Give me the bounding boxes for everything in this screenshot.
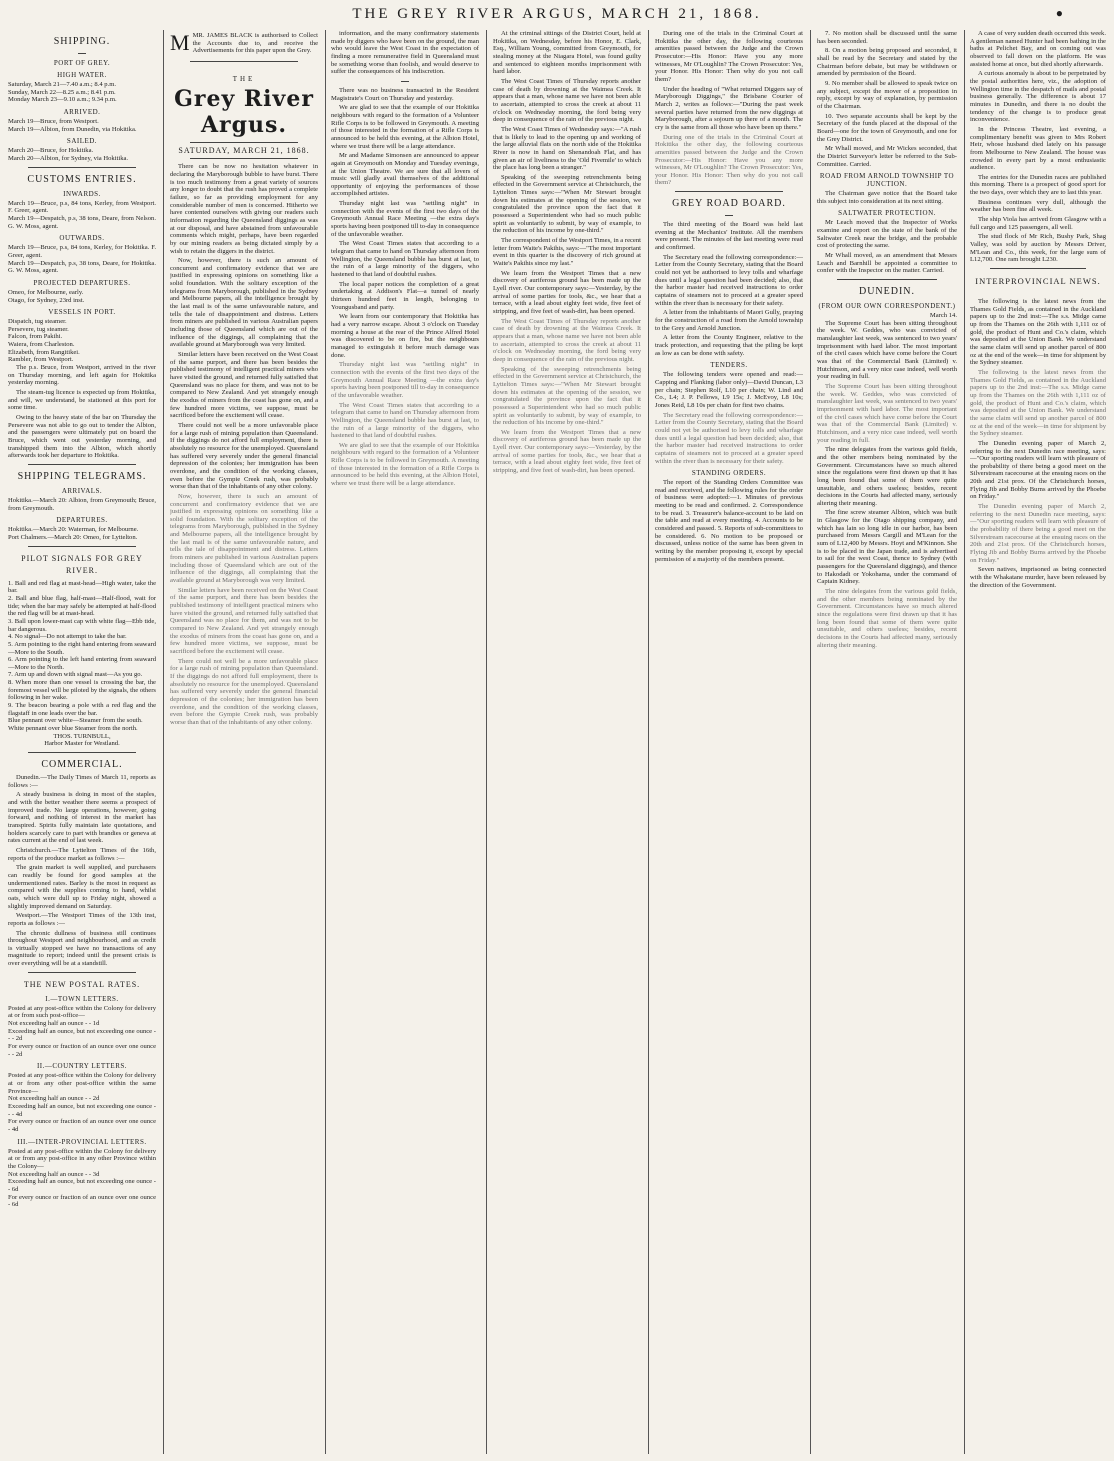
postal-section: II.—COUNTRY LETTERS. — [36, 1062, 128, 1071]
masthead-title: THE GREY RIVER ARGUS, MARCH 21, 1868. — [352, 6, 762, 22]
pilot-signature-title: Harbor Master for Westland. — [44, 740, 120, 748]
pilot-signal: 2. Ball and blue flag, half-mast—Half-flood, wait for tide; when the bar may safely be attempted at half-flood the red flag will be at mast-head. — [8, 594, 156, 618]
rule-paragraph: Mr Leach moved that the Inspector of Works examine and report on the state of the bank of the Saltwater Creek near the bridge, and the probable cost of protecting the same. — [817, 219, 957, 250]
news-paragraph: The local paper notices the completion of a great undertaking at Addison's Flat—a tunnel of nearly thirteen hundred feet in length, belonging to Youngusband and party. — [331, 280, 479, 311]
arrived-label: ARRIVED. — [63, 107, 101, 116]
pilot-signal: 3. Ball upon lower-mast cap with white flag—Ebb tide, bar dangerous. — [8, 617, 156, 633]
column-6 — [817, 30, 957, 1454]
dunedin-paragraph: In the Princess Theatre, last evening, a complimentary benefit was given to Mrs Robert Heir, whose husband died lately on his passage from Melbourne to New Zealand. The house was crowded in every part by a most enthusiastic audience. — [970, 125, 1106, 172]
rule-paragraph: The Chairman gave notice that the Board take this subject into consideration at its next sitting. — [817, 190, 957, 205]
postal-rate: For every ounce or fraction of an ounce over one ounce - 6d — [8, 1193, 156, 1209]
telegrams-heading: SHIPPING TELEGRAMS. — [17, 470, 147, 482]
sailed-line: March 20—Bruce, for Hokitika. — [8, 147, 94, 155]
news-paragraph: During one of the trials in the Criminal Court at Hokitika the other day, the following courteous amenities passed between the Judge and the Crown Prosecutor:—His Honor: Have you any more witnesses, Mr O'Loughlin? The Crown Prosecutor: Yes, your Honor. His Honor: Then why do you not call them? — [655, 30, 803, 83]
column-3 — [331, 30, 479, 1454]
high-water-line: Sunday, March 22—8.25 a.m.; 8.41 p.m. — [8, 88, 116, 96]
masthead-the: THE — [232, 74, 256, 83]
column-rule — [648, 30, 649, 1454]
paper-name: Grey River Argus. — [174, 85, 314, 138]
inwards-line: March 19—Bruce, p.s, 84 tons, Kerley, from Westport. F. Greer, agent. — [8, 199, 156, 215]
column-5 — [655, 30, 803, 1454]
column-rule — [486, 30, 487, 1454]
road-board-continuation: The Secretary read the following correspondence:—Letter from the County Secretary, stating that the Board could not yet be authorised to levy tolls and wharfage dues until a legal question had been decided; also, that the harbor master had received instructions to order captains of steamers not to proceed at a greater speed within the river than is necessary for their safety. — [655, 411, 803, 465]
road-board-paragraph: A letter from the County Engineer, relative to the track protection, and requesting that the piling be kept as low as can be done with safety. — [655, 334, 803, 357]
column-rule — [810, 30, 811, 1454]
column-7 — [970, 30, 1106, 1454]
column-rule — [163, 30, 164, 1454]
column-2 — [170, 30, 318, 1454]
news-paragraph: We are glad to see that the example of our Hokitika neighbours with regard to the formation of a Volunteer Rifle Corps is to be followed in Greymouth. A meeting of those interested in the formation of a Rifle Corps is announced to be held this evening, at the Albion Hotel, where we trust there will be a large attendance. — [331, 104, 479, 150]
news-continuation: Speaking of the sweeping retrenchments being effected in the Government service at Christchurch, the Lyttelton Times says:—"When Mr Stewart brought down his estimates at the opening of the session, we congratulated the province upon the fact that it possessed a Superintendent who had so much public spirit as voluntarily to submit, by way of example, to the reduction of his income by one-third." — [493, 365, 641, 427]
masthead — [0, 6, 1114, 28]
postal-rate: Not exceeding half an ounce - - 2d — [8, 1095, 100, 1103]
dunedin-paragraph: The entries for the Dunedin races are published this morning. There is a prospect of good sport for the two days, over which they are to last this year. — [970, 173, 1106, 197]
newspaper-columns — [8, 30, 1106, 1454]
dunedin-paragraph: The fine screw steamer Albion, which was built in Glasgow for the Otago shipping company, and which has lain so long idle in our harbor, has been purchased from Messrs Cargill and M'Lean for the sum of L12,400 by Messrs. Hoyt and M'Kinnon. She is to be placed in the Japan trade, and is advertised to sail for the west Coast, thence to Sydney (with passengers for the Queensland diggings), and thence to Hakodadi or Yokohama, under the command of Captain Kidney. — [817, 509, 957, 586]
departures-label: PROJECTED DEPARTURES. — [33, 278, 131, 287]
telegram-departures-label: DEPARTURES. — [56, 516, 108, 525]
customs-paragraph: The steam-tug licence is expected up from Hokitika, and will, we understand, be stationed at this port for some time. — [8, 389, 156, 412]
dunedin-paragraph: A curious anomaly is about to be perpetrated by the postal authorities here, viz., the adoption of Wellington time in the despatch of mails and postal business generally. The difference is about 17 minutes in Dunedin, and there is no doubt the tendency of the change is to produce great inconvenience. — [970, 70, 1106, 124]
vessel-line: Elizabeth, from Rangitikei. — [8, 348, 80, 356]
news-paragraph: The correspondent of the Westport Times, in a recent letter from Waite's Pakihis, says:—"The most important event in this quarter is the discovery of rich ground at Waite's Pakihis since my last." — [493, 237, 641, 268]
pilot-footer: Blue pennant over white—Steamer from the south. — [8, 717, 143, 725]
dunedin-paragraph: Business continues very dull, although the weather has been fine all week. — [970, 198, 1106, 214]
news-paragraph: Thursday night last was "settling night" in connection with the events of the first two days of the Greymouth Annual Race Meeting —the extra day's sports having been postponed till to-day in consequence of the unfavorable weather. — [331, 200, 479, 238]
dunedin-heading: DUNEDIN. — [858, 286, 916, 298]
rule-paragraph: 7. No motion shall be discussed until the same has been seconded. — [817, 30, 957, 45]
postal-text: Posted at any post-office within the Colony for delivery at or from any other post-office within the same Province— — [8, 1072, 156, 1095]
postal-section: III.—INTER-PROVINCIAL LETTERS. — [17, 1137, 147, 1146]
news-paragraph: Under the heading of "What returned Diggers say of Maryborough Diggings," the Brisbane Courier of March 2, writes as follows:—"During the past week several parties have returned from the new diggings at Maryborough, after a sojourn up there of a month. The cry is the same from all those who have been up there." — [655, 85, 803, 131]
shipping-heading: SHIPPING. — [53, 36, 111, 47]
outwards-line: March 19—Bruce, p.s, 84 tons, Kerley, for Hokitika. F. Greer, agent. — [8, 244, 156, 259]
postal-rate: Exceeding half an ounce, but not exceeding one ounce - - 6d — [8, 1178, 156, 1193]
news-paragraph: The West Coast Times of Wednesday says:—"A rush that is likely to lead to the opening up and working of the large alluvial flats on the north side of the Hokitika River is now in hand on Shenandoah Flat, and has given an air of liveliness to the 'Old Fivemile' to which the place has long been a stranger." — [493, 125, 641, 172]
news-continuation: We are glad to see that the example of our Hokitika neighbours with regard to the formation of a Volunteer Rifle Corps is to be followed in Greymouth. A meeting of those interested in the formation of a Rifle Corps is announced to be held this evening, at the Albion Hotel, where we trust there will be a large attendance. — [331, 441, 479, 488]
road-board-paragraph: A letter from the inhabitants of Maori Gully, praying for the construction of a road from the Arnold township to the Grey and Arnold Junction. — [655, 309, 803, 332]
tenders-label: TENDERS. — [710, 361, 748, 370]
customs-paragraph: The p.s. Bruce, from Westport, arrived in the river on Thursday morning, and left again for Hokitika yesterday morning. — [8, 364, 156, 387]
news-paragraph: information, and the many confirmatory statements made by diggers who have been on the ground, the man who would leave the West Coast in the expectation of finding a more remunerative field in Queensland must be something worse than foolish, and would deserve to suffer the consequences of his indiscretion. — [331, 30, 479, 76]
leader-continuation: Now, however, there is such an amount of concurrent and confirmatory evidence that we are justified in expressing opinions on something like a solid foundation. With the solitary exception of the telegrams from Maryborough, published in the Sydney and Melbourne papers, all the intelligence brought by the last mail is of the same unfavourable nature, and tells the tale of disappointment and distress. Letters from miners are published in various Australian papers including those of Queensland which are out of the influence of the diggings, all complaining that the available ground at Maryborough was very limited. — [170, 492, 318, 585]
vessel-line: Falcon, from Pakihi. — [8, 333, 63, 341]
telegram-line: Hokitika.—March 20: Waterman, for Melbourne. — [8, 526, 139, 534]
news-continuation: The West Coast Times states that according to a telegram that came to hand on Thursday afternoon from Wellington, the Queensland bubble has burst at last, to the ruin of a large minority of the diggers, who hastened to that land of doubtful rushes. — [331, 401, 479, 440]
leader-paragraph: Now, however, there is such an amount of concurrent and confirmatory evidence that we are justified in expressing opinions on something like a solid foundation. With the solitary exception of the telegrams from Maryborough, published in the Sydney and Melbourne papers, all the intelligence brought by the last mail is of the same unfavourable nature, and tells the tale of disappointment and distress. Letters from miners are published in various Australian papers including those of Queensland which are out of the influence of the diggings, all complaining that the available ground at Maryborough was very limited. — [170, 257, 318, 349]
pilot-signal: 9. The beacon bearing a pole with a red flag and the flagstaff in one leads over the bar. — [8, 702, 156, 717]
pilot-signal: 8. When more than one vessel is crossing the bar, the foremost vessel will be piloted by the signals, the others following in her wake. — [8, 679, 156, 702]
news-continuation: Thursday night last was "settling night" in connection with the events of the first two days of the Greymouth Annual Race Meeting —the extra day's sports having been postponed till to-day in consequence of the unfavorable weather. — [331, 361, 479, 399]
commercial-paragraph: Christchurch.—The Lyttelton Times of the 16th, reports of the produce market as follows :— — [8, 846, 156, 862]
high-water-line: Monday March 23—9.10 a.m.; 9.34 p.m. — [8, 96, 117, 104]
agent-notice — [170, 30, 318, 57]
dunedin-continuation: The nine delegates from the various gold fields, and the other members being nominated by the Government. Circumstances have so much altered since the regulations were first drawn up that it has long been found that some of them were quite unsuitable, and others useless; besides, recent decisions in the Courts had affected many, seriously altering their meaning. — [817, 588, 957, 649]
commercial-paragraph: The chronic dullness of business still continues throughout Westport and neighbourhood, and as credit is virtually stopped we have no transactions of any magnitude to report; indeed until the present crisis is over everything will be at a standstill. — [8, 929, 156, 968]
telegram-arrivals-label: ARRIVALS. — [61, 486, 103, 495]
postal-text: Posted at any post-office within the Colony for delivery at or from any post-office in any other Province within the Colony— — [8, 1147, 156, 1170]
departures-line: Omeo, for Melbourne, early. — [8, 288, 84, 296]
commercial-paragraph: Westport.—The Westport Times of the 13th inst, reports as follows :— — [8, 912, 156, 927]
commercial-paragraph: Dunedin.—The Daily Times of March 11, reports as follows :— — [8, 774, 156, 789]
postal-rate: Not exceeding half an ounce - - 1d — [8, 1020, 100, 1028]
column-1 — [8, 30, 156, 1454]
news-paragraph: We learn from the Westport Times that a new discovery of auriferous ground has been made up the Lyell river. Our contemporary says:—Yesterday, by the arrival of some parties for tools, &c., we hear that a terrace, with a lead about eighty feet wide, five feet of stripping, and five feet of wash-dirt, has been opened. — [493, 269, 641, 315]
departures-line: Otago, for Sydney, 23rd inst. — [8, 296, 85, 304]
news-paragraph: Speaking of the sweeping retrenchments being effected in the Government service at Christchurch, the Lyttelton Times says:—"When Mr Stewart brought down his estimates at the opening of the session, we congratulated the province upon the fact that it possessed a Superintendent who had so much public spirit as voluntarily to submit, by way of example, to the reduction of his income by one-third." — [493, 173, 641, 235]
high-water-line: Saturday, March 21—7.40 a.m.; 8.4 p.m. — [8, 81, 116, 88]
column-4 — [493, 30, 641, 1454]
interprovincial-continuation: The Dunedin evening paper of March 2, referring to the next Dunedin race meeting, says:—"Our sporting readers will learn with pleasure of the probability of there being a good meet on the Silverstream racecourse at the ensuing races on the 20th and 21st prox. Of the Christchurch horses, Flying Jib and Bobby Burns arrived by the Phoebe on Friday." — [970, 503, 1106, 564]
dateline: SATURDAY, MARCH 21, 1868. — [178, 145, 310, 155]
news-paragraph: Mr and Madame Simonsen are announced to appear again at Greymouth on Monday and Tuesday evenings, at the Union Theatre. We are sure that all lovers of music will gladly avail themselves of the additional opportunity of enjoying the performances of those accomplished artistes. — [331, 152, 479, 198]
interprovincial-paragraph: The Dunedin evening paper of March 2, referring to the next Dunedin race meeting, says:—"Our sporting readers will learn with pleasure of the probability of there being a good meet on the Silverstream racecourse at the ensuing races on the 20th and 21st prox. Of the Christchurch horses, Flying Jib and Bobby Burns arrived by the Phoebe on Friday." — [970, 439, 1106, 501]
pilot-signal: 5. Arm pointing to the right hand entering from seaward—More to the South. — [8, 640, 156, 656]
dunedin-paragraph: The Supreme Court has been sitting throughout the week. W. Geddes, who was convicted of manslaughter last week, was sentenced to two years' imprisonment with hard labor. The most important of the civil cases which have come before the Court was that of the Commercial Bank (Limited) v. Hutchinson, and a very nice case indeed, well worth your reading in full. — [817, 319, 957, 381]
outwards-label: OUTWARDS. — [59, 234, 105, 243]
vessels-label: VESSELS IN PORT. — [48, 308, 116, 317]
telegram-line: Port Chalmers.—March 20: Omeo, for Lyttelton. — [8, 533, 138, 541]
interprovincial-continuation: The following is the latest news from the Thames Gold Fields, as contained in the Auckland papers up to the 2nd inst:—The s.s. Midge came up from the Thames on the 26th with 1,111 oz of gold, the product of Hunt and Co.'s claim, which was deposited at the Union Bank. We understand the same claim will send up another parcel of 800 oz at the end of the week—in time for shipment by the Sydney steamer. — [970, 368, 1106, 438]
news-paragraph: We learn from our contemporary that Hokitika has had a very narrow escape. About 3 o'clock on Tuesday morning a house at the rear of the Prince Alfred Hotel was discovered to be on fire, but the neighbours managed to extinguish it before much damage was done. — [331, 313, 479, 359]
postal-section: I.—TOWN LETTERS. — [45, 994, 119, 1003]
news-paragraph: At the criminal sittings of the District Court, held at Hokitika, on Wednesday, before his Honor, E. Clark, Esq., William Young, committed from Greymouth, for stealing money at the Niagara Hotel, was found guilty and sentenced to eighteen months imprisonment with hard labor. — [493, 30, 641, 76]
inwards-label: INWARDS. — [63, 189, 101, 198]
news-continuation: The West Coast Times of Thursday reports another case of death by drowning at the Waimea Creek. It appears that a man, whose name we have not been able to ascertain, attempted to cross the creek at about 11 o'clock on Wednesday morning, the ford being very deep in consequence of the rain of the previous night. — [493, 317, 641, 363]
sailed-label: SAILED. — [66, 137, 98, 146]
arrived-line: March 19—Bruce, from Westport. — [8, 117, 99, 125]
postal-rate: Not exceeding half an ounce - - 3d — [8, 1170, 100, 1178]
commercial-heading: COMMERCIAL. — [41, 759, 123, 771]
saltwater-label: SALTWATER PROTECTION. — [838, 209, 936, 218]
standing-orders-label: STANDING ORDERS. — [691, 469, 767, 478]
telegram-line: Hokitika.—March 20: Albion, from Greymouth; Bruce, from Greymouth. — [8, 496, 156, 512]
dunedin-paragraph: The nine delegates from the various gold fields, and the other members being nominated by the Government. Circumstances have so much altered since the regulations were first drawn up that it has long been found that some of them were quite unsuitable, and others useless; besides, recent decisions in the Courts had affected many, seriously altering their meaning. — [817, 446, 957, 507]
pilot-signal: 1. Ball and red flag at mast-head—High water, take the bar. — [8, 579, 156, 595]
rule-paragraph: 10. Two separate accounts shall be kept by the Secretary of the funds placed at the disposal of the Board—one for the town of Greymouth, and one for the Grey District. — [817, 112, 957, 143]
news-paragraph: There was no business transacted in the Resident Magistrate's Court on Thursday and yesterday. — [331, 86, 479, 102]
news-continuation: We learn from the Westport Times that a new discovery of auriferous ground has been made up the Lyell river. Our contemporary says:—Yesterday, by the arrival of some parties for tools, &c., we hear that a terrace, with a lead about eighty feet wide, five feet of stripping, and five feet of wash-dirt, has been opened. — [493, 428, 641, 475]
dunedin-continuation: The Supreme Court has been sitting throughout the week. W. Geddes, who was convicted of manslaughter last week, was sentenced to two years' imprisonment with hard labor. The most important of the civil cases which have come before the Court was that of the Commercial Bank (Limited) v. Hutchinson, and a very nice case indeed, well worth your reading in full. — [817, 382, 957, 444]
vessel-line: Dispatch, tug steamer. — [8, 318, 67, 326]
road-board-paragraph: The third meeting of the Board was held last evening at the Mechanics' Institute. All the members were present. The minutes of the last meeting were read and confirmed. — [655, 221, 803, 252]
dunedin-subheading: (FROM OUR OWN CORRESPONDENT.) — [818, 302, 956, 311]
pilot-signal: 4. No signal—Do not attempt to take the bar. — [8, 633, 127, 641]
pilot-signal: 7. Arm up and down with signal mast—As you go. — [8, 671, 143, 679]
dunedin-date: March 14. — [929, 312, 957, 320]
sailed-line: March 20—Albion, for Sydney, via Hokitika. — [8, 154, 129, 162]
postal-rate: For every ounce or fraction of an ounce over one ounce - - 2d — [8, 1043, 156, 1058]
leader-paragraph: There can be now no hesitation whatever in declaring the Maryborough bubble to have burst. There is too much testimony from a great variety of sources any longer to doubt that the rush has proved a complete failure, so far as providing employment for any considerable number of men is concerned. Hitherto we have contented ourselves with giving our readers such information regarding the Queensland diggings as was at our disposal, and have abstained from unfavourable comments which might, perhaps, have been regarded by our mining readers as being dictated simply by a wish to retain the diggers in the district. — [170, 163, 318, 255]
customs-heading: CUSTOMS ENTRIES. — [27, 173, 137, 185]
road-board-paragraph: The Secretary read the following correspondence:—Letter from the County Secretary, stating that the Board could not yet be authorised to levy tolls and wharfage dues until a legal question had been decided; also, that the harbor master had received instructions to order captains of steamers not to proceed at a greater speed within the river than is necessary for their safety. — [655, 253, 803, 307]
notice-text: MR. JAMES BLACK is authorised to Collect the Accounts due to, and receive the Advertisements for this paper upon the Grey. — [192, 32, 318, 55]
dunedin-paragraph: The stud flock of Mr Rich, Bushy Park, Shag Valley, was sold by auction by Messrs Driver, M'Lean and Co., this week, for the large sum of L12,700. One ram brought L230. — [970, 233, 1106, 264]
arrived-line: March 19—Albion, from Dunedin, via Hokitika. — [8, 125, 137, 133]
customs-paragraph: Owing to the heavy state of the bar on Thursday the Persevere was not able to go out to tender the Albion, and the passengers were ultimately put on board the Bruce, which went out yesterday morning, and transhipped them into the Albion, which shortly afterwards took her departure to Hokitika. — [8, 414, 156, 460]
dunedin-paragraph: The ship Viola has arrived from Glasgow with a full cargo and 125 passengers, all well. — [970, 216, 1106, 231]
leader-continuation: There could not well be a more unfavorable place for a large rush of mining population than Queensland. If the diggings do not afford full employment, there is absolutely no resource for the unemployed. Queensland has suffered very severely under the general financial depression of the colonies; her immigration has been overdone, and the condition of the working classes, even before the Gympie Creek rush, was probably worse than that of the inhabitants of any other colony. — [170, 657, 318, 726]
postal-heading: THE NEW POSTAL RATES. — [23, 979, 141, 989]
rule-paragraph: Mr Whall moved, and Mr Wickes seconded, that the District Surveyor's letter be referred to the Sub-Committee. Carried. — [817, 145, 957, 168]
pilot-signal: 6. Arm pointing to the left hand entering from seaward—More to the North. — [8, 656, 156, 671]
news-paragraph: The West Coast Times states that according to a telegram that came to hand on Thursday afternoon from Wellington, the Queensland bubble has burst at last, to the ruin of a large minority of the diggers, who hastened to that land of doubtful rushes. — [331, 240, 479, 279]
road-board-heading: GREY ROAD BOARD. — [672, 198, 786, 210]
rule-paragraph: 8. On a motion being proposed and seconded, it shall be read by the Secretary and stated by the Chairman before debate, but may be withdrawn or amended by permission of the Board. — [817, 47, 957, 78]
rule-paragraph: 9. No member shall be allowed to speak twice on any subject, except the mover of a proposition in reply, except by way of explanation, by permission of the Chairman. — [817, 79, 957, 110]
interprovincial-paragraph: The following is the latest news from the Thames Gold Fields, as contained in the Auckland papers up to the 2nd inst:—The s.s. Midge came up from the Thames on the 26th with 1,111 oz of gold, the product of Hunt and Co.'s claim, which was deposited at the Union Bank. We understand the same claim will send up another parcel of 800 oz at the end of the week—in time for shipment by the Sydney steamer. — [970, 298, 1106, 367]
corner-mark-icon: ● — [1055, 6, 1066, 20]
postal-text: Posted at any post-office within the Colony for delivery at or from such post-office— — [8, 1004, 156, 1020]
postal-rate: Exceeding half an ounce, but not exceeding one ounce - - - 2d — [8, 1027, 156, 1043]
road-board-paragraph: The report of the Standing Orders Committee was read and received, and the following rules for the order of business were adopted:—1. Minutes of previous meeting to be read and confirmed. 2. Correspondence to be read. 3. Treasurer's balance-account to be laid on the table and read at every meeting. 4. Accounts to be considered and passed. 5. Reports of sub-committees to be considered. 6. No motion to be proposed or discussed, unless notice of the same has been given in writing by the member proposing it, except by special permission of a majority of the members present. — [655, 479, 803, 563]
pilot-footer: White pennant over blue Steamer from the north. — [8, 725, 138, 733]
inwards-line: March 19—Despatch, p.s, 38 tons, Deare, from Nelson. G. W. Moss, agent. — [8, 214, 156, 230]
leader-continuation: Similar letters have been received on the West Coast of the same purport, and there has been besides the published testimony of intelligent practical miners who have visited the ground, and returned fully satisfied that Queensland was no place for them, and was not to be compared to New Zealand. And yet strangely enough the exodus of miners from the coast has gone on, and a few hundred more victims, we suppose, must be sacrificed before the excitement will cease. — [170, 586, 318, 655]
vessel-line: Persevere, tug steamer. — [8, 325, 69, 333]
notice-dropcap: M — [170, 30, 190, 55]
news-paragraph: The West Coast Times of Thursday reports another case of death by drowning at the Waimea Creek. It appears that a man, whose name we have not been able to ascertain, attempted to cross the creek at about 11 o'clock on Wednesday morning, the ford being very deep in consequence of the rain of the previous night. — [493, 77, 641, 124]
leader-paragraph: There could not well be a more unfavorable place for a large rush of mining population than Queensland. If the diggings do not afford full employment, there is absolutely no resource for the unemployed. Queensland has suffered very severely under the general financial depression of the colonies; her immigration has been overdone, and the condition of the working classes, even before the Gympie Creek rush, was probably worse than that of the inhabitants of any other colony. — [170, 421, 318, 491]
dunedin-paragraph: A case of very sudden death occurred this week. A gentleman named Hunter had been bathing in the baths at Pelichet Bay, and on coming out was observed to fall down on the platform. He was assisted home at once, but died shortly afterwards. — [970, 30, 1106, 68]
column-rule — [964, 30, 965, 1454]
pilot-heading: PILOT SIGNALS FOR GREY RIVER. — [21, 553, 143, 575]
rule-paragraph: Mr Whall moved, as an amendment that Messrs Leach and Barnhill be appointed a committee to confer with the Inspector on the matter. Carried. — [817, 252, 957, 275]
vessel-line: Rambler, from Westport. — [8, 356, 74, 364]
leader-paragraph: Similar letters have been received on the West Coast of the same purport, and there has been besides the published testimony of intelligent practical miners who have visited the ground, and returned fully satisfied that Queensland was no place for them, and was not to be compared to New Zealand. And yet strangely enough the exodus of miners from the coast has gone on, and a few hundred more victims, we suppose, must be sacrificed before the excitement will cease. — [170, 351, 318, 420]
high-water-label: HIGH WATER. — [57, 71, 107, 79]
pilot-signature: THOS. TURNBULL, — [53, 732, 111, 740]
postal-rate: For every ounce or fraction of an ounce over one ounce - 4d — [8, 1118, 156, 1133]
road-board-paragraph: The following tenders were opened and read:—Capping and Flanking (labor only)—David Duncan, L3 per chain; Stephen Rolf, L10 per chain; W. Lind and Co., L4; J. P. Fellows, L9 15s; J. McEvoy, L8 10s; Jones Reid, L8 10s per chain for first two chains. — [655, 371, 803, 409]
interprovincial-paragraph: Seven natives, imprisoned as being connected with the Whakatane murder, have been released by the direction of the Government. — [970, 566, 1106, 589]
postal-rate: Exceeding half an ounce, but not exceeding one ounce - - - 4d — [8, 1103, 156, 1118]
commercial-paragraph: A steady business is doing in most of the staples, and with the better weather there seems a prospect of improved trade. No large operations, however, going forward, and nothing of interest in the market has transpired. Spirits fully maintain late quotations, and holders scarcely care to part with brandies or geneva at rates current at the end of last week. — [8, 791, 156, 845]
commercial-paragraph: The grain market is well supplied, and purchasers can readily be found for good samples at the undermentioned rates. Barley is the most in request as compared with the supplies coming to hand, whilst oats, which were dull up to Friday night, showed a slightly improved demand on Saturday. — [8, 864, 156, 910]
road-label: ROAD FROM ARNOLD TOWNSHIP TO JUNCTION. — [819, 172, 955, 189]
news-continuation: During one of the trials in the Criminal Court at Hokitika the other day, the following courteous amenities passed between the Judge and the Crown Prosecutor:—His Honor: Have you any more witnesses, Mr O'Loughlin? The Crown Prosecutor: Yes, your Honor. His Honor: Then why do you not call them? — [655, 133, 803, 187]
column-rule — [325, 30, 326, 1454]
interprovincial-heading: INTERPROVINCIAL NEWS. — [975, 276, 1101, 287]
vessel-line: Waiera, from Charleston. — [8, 341, 75, 349]
outwards-line: March 19—Despatch, p.s, 38 tons, Deare, for Hokitika. G. W. Moss, agent. — [8, 259, 156, 275]
port-heading: PORT OF GREY. — [53, 59, 111, 67]
